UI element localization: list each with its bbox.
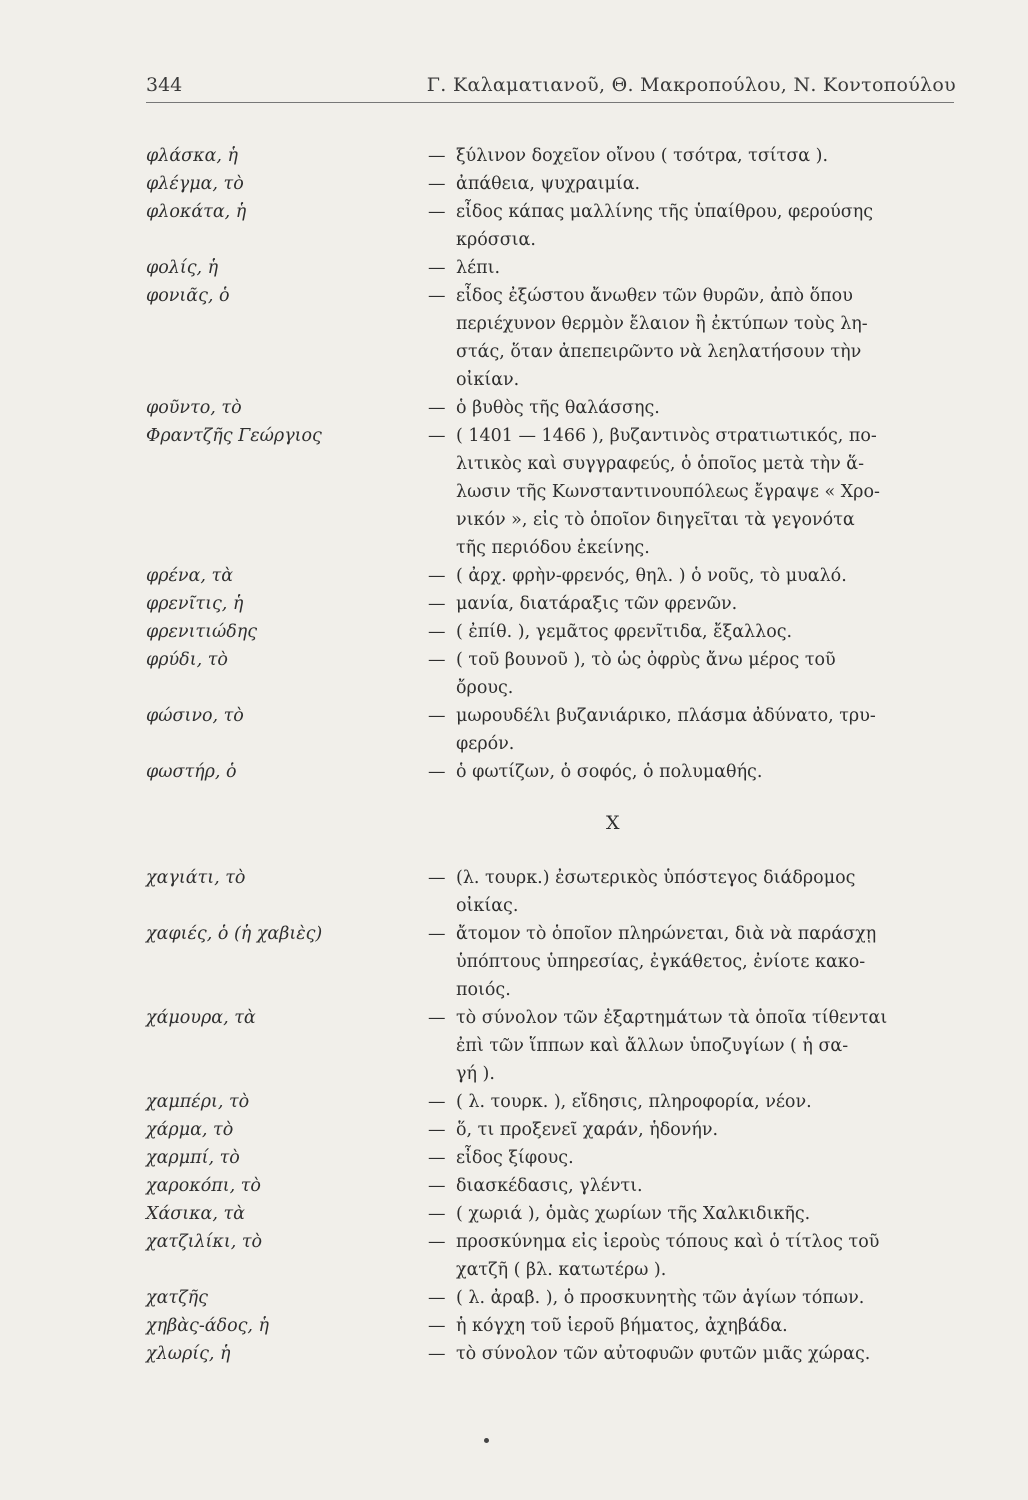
definition-line (428, 920, 956, 948)
definition-text: (λ. τουρκ.) ἐσωτερικὸς ὑπόστεγος διάδρομος (456, 868, 856, 888)
entry-dash: — (428, 1344, 446, 1364)
glossary-entry (146, 422, 956, 562)
entry-definition (428, 394, 956, 422)
definition-text: εἶδος ἐξώστου ἄνωθεν τῶν θυρῶν, ἀπὸ ὅπου (456, 286, 853, 306)
glossary-entries (146, 142, 956, 1368)
definition-continuation: στάς, ὅταν ἀπεπειρῶντο νὰ λεηλατήσουν τὴν (456, 342, 862, 362)
entry-definition (428, 864, 956, 920)
entry-definition (428, 1284, 956, 1312)
section-letter-chi: Χ (606, 812, 620, 834)
definition-line (428, 1284, 956, 1312)
entry-dash: — (428, 594, 446, 614)
entry-dash: — (428, 1008, 446, 1028)
definition-line (428, 1144, 956, 1172)
entry-headword: χαφιές, ὁ (ἡ χαβιὲς) (146, 924, 323, 944)
entries-phi (146, 142, 956, 786)
entry-definition (428, 1200, 956, 1228)
glossary-entry (146, 254, 956, 282)
definition-continuation: γή ). (456, 1064, 495, 1084)
page-header (146, 72, 956, 102)
glossary-entry (146, 702, 956, 758)
definition-text: λέπι. (456, 258, 501, 278)
definition-line (428, 1172, 956, 1200)
definition-continuation: οἰκίας. (456, 896, 519, 916)
definition-line (428, 1200, 956, 1228)
entry-headword: φλέγμα, τὸ (146, 174, 244, 194)
glossary-entry (146, 170, 956, 198)
glossary-entry (146, 590, 956, 618)
entry-headword: φολίς, ἡ (146, 258, 219, 278)
header-rule (146, 102, 954, 103)
entry-dash: — (428, 1204, 446, 1224)
definition-continuation: κρόσσια. (456, 230, 536, 250)
definition-text: ( ἀρχ. φρὴν-φρενός, θηλ. ) ὁ νοῦς, τὸ μυαλό. (456, 566, 847, 586)
entry-definition (428, 1144, 956, 1172)
glossary-entry (146, 1116, 956, 1144)
entry-dash: — (428, 174, 446, 194)
entry-dash: — (428, 1316, 446, 1336)
entry-definition (428, 422, 956, 562)
entry-headword: χαρμπί, τὸ (146, 1148, 240, 1168)
entry-dash: — (428, 706, 446, 726)
entry-definition (428, 1312, 956, 1340)
entry-definition (428, 1004, 956, 1088)
entry-definition (428, 142, 956, 170)
glossary-entry (146, 1144, 956, 1172)
definition-text: ἄτομον τὸ ὁποῖον πληρώνεται, διὰ νὰ παράσχῃ (456, 924, 877, 944)
entry-definition (428, 198, 956, 254)
definition-text: ( λ. τουρκ. ), εἴδησις, πληροφορία, νέον. (456, 1092, 812, 1112)
definition-line (428, 618, 956, 646)
entry-dash: — (428, 1176, 446, 1196)
glossary-entry (146, 864, 956, 920)
definition-continuation: λιτικὸς καὶ συγγραφεύς, ὁ ὁποῖος μετὰ τὴν ἅ- (456, 454, 865, 474)
definition-text: μωρουδέλι βυζανιάρικο, πλάσμα ἀδύνατο, τρυ- (456, 706, 876, 726)
glossary-entry (146, 1088, 956, 1116)
definition-text: διασκέδασις, γλέντι. (456, 1176, 643, 1196)
entry-definition (428, 1172, 956, 1200)
definition-continuation: ποιός. (456, 980, 511, 1000)
entry-headword: χηβὰς-άδος, ἡ (146, 1316, 270, 1336)
entry-headword: φρένα, τὰ (146, 566, 234, 586)
definition-line (428, 198, 956, 226)
entry-dash: — (428, 258, 446, 278)
entry-headword: χλωρίς, ἡ (146, 1344, 231, 1364)
entry-headword: φρύδι, τὸ (146, 650, 228, 670)
entry-headword: χαροκόπι, τὸ (146, 1176, 261, 1196)
definition-text: ( λ. ἀραβ. ), ὁ προσκυνητὴς τῶν ἁγίων τόπων. (456, 1288, 865, 1308)
definition-line (428, 282, 956, 310)
definition-continuation: οἰκίαν. (456, 370, 520, 390)
definition-line (428, 1340, 956, 1368)
entries-chi (146, 864, 956, 1368)
footer-mark (484, 1438, 489, 1443)
entry-headword: φονιᾶς, ὁ (146, 286, 230, 306)
entry-definition (428, 562, 956, 590)
entry-definition (428, 1228, 956, 1284)
entry-dash: — (428, 650, 446, 670)
entry-headword: χαμπέρι, τὸ (146, 1092, 250, 1112)
glossary-entry (146, 1200, 956, 1228)
definition-text: ( χωριά ), ὁμὰς χωρίων τῆς Χαλκιδικῆς. (456, 1204, 811, 1224)
definition-text: τὸ σύνολον τῶν ἐξαρτημάτων τὰ ὁποῖα τίθενται (456, 1008, 888, 1028)
definition-text: ( τοῦ βουνοῦ ), τὸ ὡς ὀφρὺς ἄνω μέρος τοῦ (456, 650, 836, 670)
entry-headword: φρενιτιώδης (146, 622, 258, 642)
definition-line (428, 170, 956, 198)
definition-continuation: ὄρους. (456, 678, 514, 698)
definition-continuation: χατζῆ ( βλ. κατωτέρω ). (456, 1260, 667, 1280)
glossary-entry (146, 1172, 956, 1200)
entry-dash: — (428, 286, 446, 306)
entry-dash: — (428, 868, 446, 888)
entry-dash: — (428, 1232, 446, 1252)
definition-line (428, 1088, 956, 1116)
entry-definition (428, 1340, 956, 1368)
glossary-entry (146, 142, 956, 170)
entry-dash: — (428, 1120, 446, 1140)
entry-dash: — (428, 924, 446, 944)
entry-definition (428, 618, 956, 646)
definition-text: ( ἐπίθ. ), γεμᾶτος φρενῖτιδα, ἔξαλλος. (456, 622, 793, 642)
glossary-entry (146, 1312, 956, 1340)
definition-continuation: ἐπὶ τῶν ἵππων καὶ ἄλλων ὑποζυγίων ( ἡ σα- (456, 1036, 849, 1056)
entry-headword: φλοκάτα, ἡ (146, 202, 247, 222)
glossary-entry (146, 1284, 956, 1312)
definition-text: εἶδος ξίφους. (456, 1148, 574, 1168)
definition-line (428, 562, 956, 590)
definition-line (428, 1312, 956, 1340)
entry-headword: φοῦντο, τὸ (146, 398, 242, 418)
entry-definition (428, 590, 956, 618)
entry-headword: Φραντζῆς Γεώργιος (146, 426, 322, 446)
glossary-entry (146, 646, 956, 702)
page-number: 344 (146, 74, 183, 96)
definition-text: ὁ φωτίζων, ὁ σοφός, ὁ πολυμαθής. (456, 762, 763, 782)
definition-line (428, 394, 956, 422)
definition-text: ὁ βυθὸς τῆς θαλάσσης. (456, 398, 660, 418)
entry-definition (428, 646, 956, 702)
entry-definition (428, 254, 956, 282)
entry-dash: — (428, 566, 446, 586)
entry-dash: — (428, 762, 446, 782)
glossary-entry (146, 920, 956, 1004)
glossary-entry (146, 618, 956, 646)
definition-text: εἶδος κάπας μαλλίνης τῆς ὑπαίθρου, φερούσης (456, 202, 874, 222)
definition-text: ( 1401 — 1466 ), βυζαντινὸς στρατιωτικός, πο- (456, 426, 877, 446)
entry-headword: φώσινο, τὸ (146, 706, 244, 726)
definition-line (428, 702, 956, 730)
definition-text: προσκύνημα εἰς ἱεροὺς τόπους καὶ ὁ τίτλος τοῦ (456, 1232, 880, 1252)
definition-text: ὅ, τι προξενεῖ χαράν, ἡδονήν. (456, 1120, 719, 1140)
entry-definition (428, 758, 956, 786)
glossary-entry (146, 758, 956, 786)
definition-continuation: λωσιν τῆς Κωνσταντινουπόλεως ἔγραψε « Χρο- (456, 482, 880, 502)
entry-definition (428, 170, 956, 198)
definition-line (428, 142, 956, 170)
glossary-entry (146, 282, 956, 394)
definition-line (428, 590, 956, 618)
definition-continuation: φερόν. (456, 734, 515, 754)
entry-dash: — (428, 622, 446, 642)
glossary-entry (146, 1004, 956, 1088)
definition-text: τὸ σύνολον τῶν αὐτοφυῶν φυτῶν μιᾶς χώρας. (456, 1344, 871, 1364)
entry-headword: φωστήρ, ὁ (146, 762, 237, 782)
entry-headword: χατζῆς (146, 1288, 208, 1308)
definition-line (428, 758, 956, 786)
running-head-authors: Γ. Καλαματιανοῦ, Θ. Μακροπούλου, Ν. Κοντοπούλου (426, 74, 956, 96)
definition-line (428, 1228, 956, 1256)
definition-text: ἀπάθεια, ψυχραιμία. (456, 174, 641, 194)
glossary-entry (146, 394, 956, 422)
entry-headword: φρενῖτις, ἡ (146, 594, 244, 614)
entry-definition (428, 1088, 956, 1116)
glossary-entry (146, 198, 956, 254)
definition-line (428, 864, 956, 892)
definition-line (428, 422, 956, 450)
definition-line (428, 646, 956, 674)
entry-dash: — (428, 202, 446, 222)
entry-definition (428, 920, 956, 1004)
glossary-entry (146, 1340, 956, 1368)
definition-line (428, 254, 956, 282)
entry-headword: φλάσκα, ἡ (146, 146, 239, 166)
entry-dash: — (428, 1288, 446, 1308)
definition-continuation: ὑπόπτους ὑπηρεσίας, ἐγκάθετος, ἐνίοτε κακο- (456, 952, 866, 972)
entry-definition (428, 1116, 956, 1144)
entry-dash: — (428, 426, 446, 446)
entry-dash: — (428, 1148, 446, 1168)
definition-text: ἡ κόγχη τοῦ ἱεροῦ βήματος, ἀχηβάδα. (456, 1316, 788, 1336)
entry-dash: — (428, 146, 446, 166)
definition-line (428, 1116, 956, 1144)
glossary-entry (146, 1228, 956, 1284)
entry-dash: — (428, 398, 446, 418)
entry-definition (428, 702, 956, 758)
entry-headword: χαγιάτι, τὸ (146, 868, 246, 888)
definition-continuation: τῆς περιόδου ἐκείνης. (456, 538, 650, 558)
definition-text: ξύλινον δοχεῖον οἴνου ( τσότρα, τσίτσα ). (456, 146, 829, 166)
entry-headword: χάμουρα, τὰ (146, 1008, 256, 1028)
definition-line (428, 1004, 956, 1032)
entry-headword: Χάσικα, τὰ (146, 1204, 246, 1224)
entry-headword: χατζιλίκι, τὸ (146, 1232, 263, 1252)
definition-continuation: περιέχυνον θερμὸν ἔλαιον ἢ ἐκτύπων τοὺς λη- (456, 314, 868, 334)
definition-text: μανία, διατάραξις τῶν φρενῶν. (456, 594, 738, 614)
entry-dash: — (428, 1092, 446, 1112)
definition-continuation: νικόν », εἰς τὸ ὁποῖον διηγεῖται τὰ γεγονότα (456, 510, 855, 530)
entry-definition (428, 282, 956, 394)
entry-headword: χάρμα, τὸ (146, 1120, 234, 1140)
glossary-entry (146, 562, 956, 590)
